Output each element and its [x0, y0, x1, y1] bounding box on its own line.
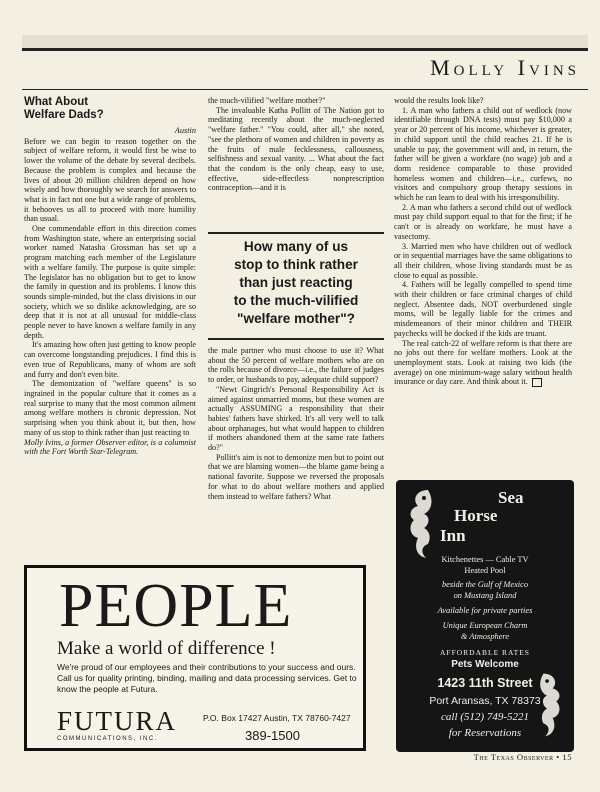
rates-line: AFFORDABLE RATES — [440, 648, 530, 657]
header-banner — [22, 35, 588, 49]
pull-quote-line: stop to think rather — [234, 257, 358, 272]
paragraph: The demonization of "welfare queens" is so ingrained in the popular culture that it comes as a real surprise to many that the most common ailment among welfare mothers is chronic depression. Not surprising when you think about it, but then, how many of us stop to think rather than just reacting to — [24, 379, 196, 437]
columnist-name: Molly Ivins — [430, 55, 580, 80]
reservations-line: for Reservations — [448, 727, 522, 739]
pull-quote-line: to the much-vilified — [233, 293, 359, 308]
headline-line-2: Welfare Dads? — [24, 109, 104, 121]
pull-quote — [208, 232, 384, 340]
pull-quote-line: "welfare mother"? — [237, 311, 355, 326]
article-column-2-bottom — [208, 346, 384, 501]
pull-quote-line: How many of us — [243, 239, 349, 254]
paragraph: 1. A man who fathers a child out of wedlock (now identifiable through DNA tests) must pay $10,000 a year or 20 percent of his income, whichever is greater, in child support until the child reaches 21. If he is unable to pay, the government will and, in return, the father will be given a workfare (no wage) job and a dorm residence comparable to those provided homeless women and children—i.e., curfews, no visitors and compulsory group therapy sessions in which he can learn to deal with his irresponsibility. — [394, 105, 572, 203]
dateline: Austin — [174, 126, 196, 135]
column-header — [22, 48, 588, 90]
street-address: 1423 11th Street — [437, 676, 533, 690]
paragraph: One commendable effort in this direction comes from Washington state, where an enterprising social worker named Natasha Grossman has set up a program matching each member of the Legislature with a welfare family. The purpose is quite simple: The legislator has no obligation but to get to know the family in question and its problems. I know this sounds simple-minded, but the class divisions in our society, which we so dislike acknowledging, are so deep that it is not at all unusual for middle-class people never to have known a welfare family in any depth. — [24, 224, 196, 340]
ad-address: P.O. Box 17427 Austin, TX 78760-7427 — [203, 713, 351, 723]
inn-name-inn: Inn — [440, 526, 466, 545]
city-address: Port Aransas, TX 78373 — [429, 695, 541, 707]
paragraph: the male partner who must choose to use it? What about the 50 percent of welfare mothers who are on the rolls because of divorce—i.e., the failure of judges to order, or husbands to pay, adequate child support? — [208, 346, 384, 385]
ad-phone: 389-1500 — [245, 728, 300, 743]
article-column-2-top — [208, 96, 384, 193]
paragraph: 2. A man who fathers a second child out of wedlock must pay child support equal to that for the first; if he can't or is already on workfare, he must have a vasectomy. — [394, 202, 572, 241]
paragraph: the much-vilified "welfare mother?" — [208, 96, 326, 105]
end-mark-icon — [532, 378, 542, 387]
paragraph: 4. Fathers will be legally compelled to spend time with their children or face criminal charges of child neglect. Absentee dads, NOT overburdened single moms, will be legally liable for the crimes and misdemeanors of their minor children and THEIR paychecks will be docked if the kids are truant. — [394, 280, 572, 338]
inn-name-sea: Sea — [498, 488, 524, 507]
futura-advertisement — [24, 565, 366, 751]
charm-line-1: Unique European Charm — [442, 621, 528, 630]
page-footer: The Texas Observer • 15 — [473, 752, 572, 762]
author-byline: Molly Ivins, a former Observer editor, is a columnist with the Fort Worth Star-Telegram. — [24, 437, 196, 457]
seahorse-icon — [402, 486, 444, 562]
pets-line: Pets Welcome — [451, 659, 519, 670]
parties-line: Available for private parties — [437, 606, 533, 615]
futura-logo: FUTURA — [57, 706, 178, 736]
paragraph: would the results look like? — [394, 96, 484, 105]
ad-tagline: Make a world of difference ! — [57, 638, 276, 659]
charm-line-2: & Atmosphere — [460, 632, 510, 641]
paragraph-last — [394, 339, 572, 388]
article-column-1 — [24, 96, 196, 457]
article-headline — [24, 96, 196, 122]
pull-quote-line: than just reacting — [239, 275, 353, 290]
call-line: call (512) 749-5221 — [441, 711, 529, 723]
paragraph: "Newt Gingrich's Personal Responsibility Act is aimed against unmarried moms, but these women are actually ASSUMING a responsibility that their babies' fathers have shirked. It's all very well to talk about orphanages, but what would happen to children if mothers abandoned them at the same rate fathers do?" — [208, 384, 384, 453]
paragraph: Before we can begin to reason together on the subject of welfare reform, it would first be wise to lower the volume of the debate by several decibels. Because the problem is complex and because the lives of about 20 million children depend on how wisely and how thoroughly we search for answers to what is in fact not one but a wide range of problems, it behooves us all to proceed with more humility than usual. — [24, 136, 196, 224]
paragraph: The invaluable Katha Pollitt of The Nation got to meditating recently about the much-neglected "welfare father." "You could, after all," she noted, "see the plethora of women and children in poverty as the fruits of male fecklessness, callousness, selfishness and sexual vanity. ... What about the fact that the condom is the only cheap, easy to use, effective, side-effectless nonprescription contraception—and it is — [208, 105, 384, 193]
ad-headline: PEOPLE — [59, 572, 293, 640]
paragraph: Pollitt's aim is not to demonize men but to point out that we are blaming women—the blame game being a national favorite. Suppose we reversed the proposals for what to do about welfare mothers and applied them instead to welfare fathers? What — [208, 452, 384, 501]
futura-logo-subtitle: COMMUNICATIONS, INC. — [57, 736, 158, 742]
sea-horse-inn-advertisement — [396, 480, 574, 752]
headline-line-1: What About — [24, 96, 89, 108]
paragraph: 3. Married men who have children out of wedlock or in sequential marriages have the same obligations to all their children, whose living standards must be as close to equal as possible. — [394, 241, 573, 280]
paragraph-text: The real catch-22 of welfare reform is that there are no jobs out there for welfare mothers. Look at the unemployment stats. Look at raising two kids (the average) on one minimum-wage salary without health insurance or day care. And think about it. — [394, 338, 572, 387]
inn-name-horse: Horse — [454, 506, 498, 525]
article-column-3 — [394, 96, 572, 387]
location-line-2: on Mustang Island — [453, 591, 517, 600]
location-line-1: beside the Gulf of Mexico — [441, 580, 529, 589]
amenities-line-2: Heated Pool — [464, 566, 506, 575]
paragraph: It's amazing how often just getting to know people can overcome longstanding prejudices. I find this is even true of Republicans, many of whom are soft and furry and don't even bite. — [24, 340, 196, 379]
ad-body-text: We're proud of our employees and their contributions to your success and ours. Call us for quality printing, binding, mailing and data processing services. Get to know the people at Futura. — [57, 662, 357, 694]
amenities-line-1: Kitchenettes — Cable TV — [441, 555, 529, 564]
